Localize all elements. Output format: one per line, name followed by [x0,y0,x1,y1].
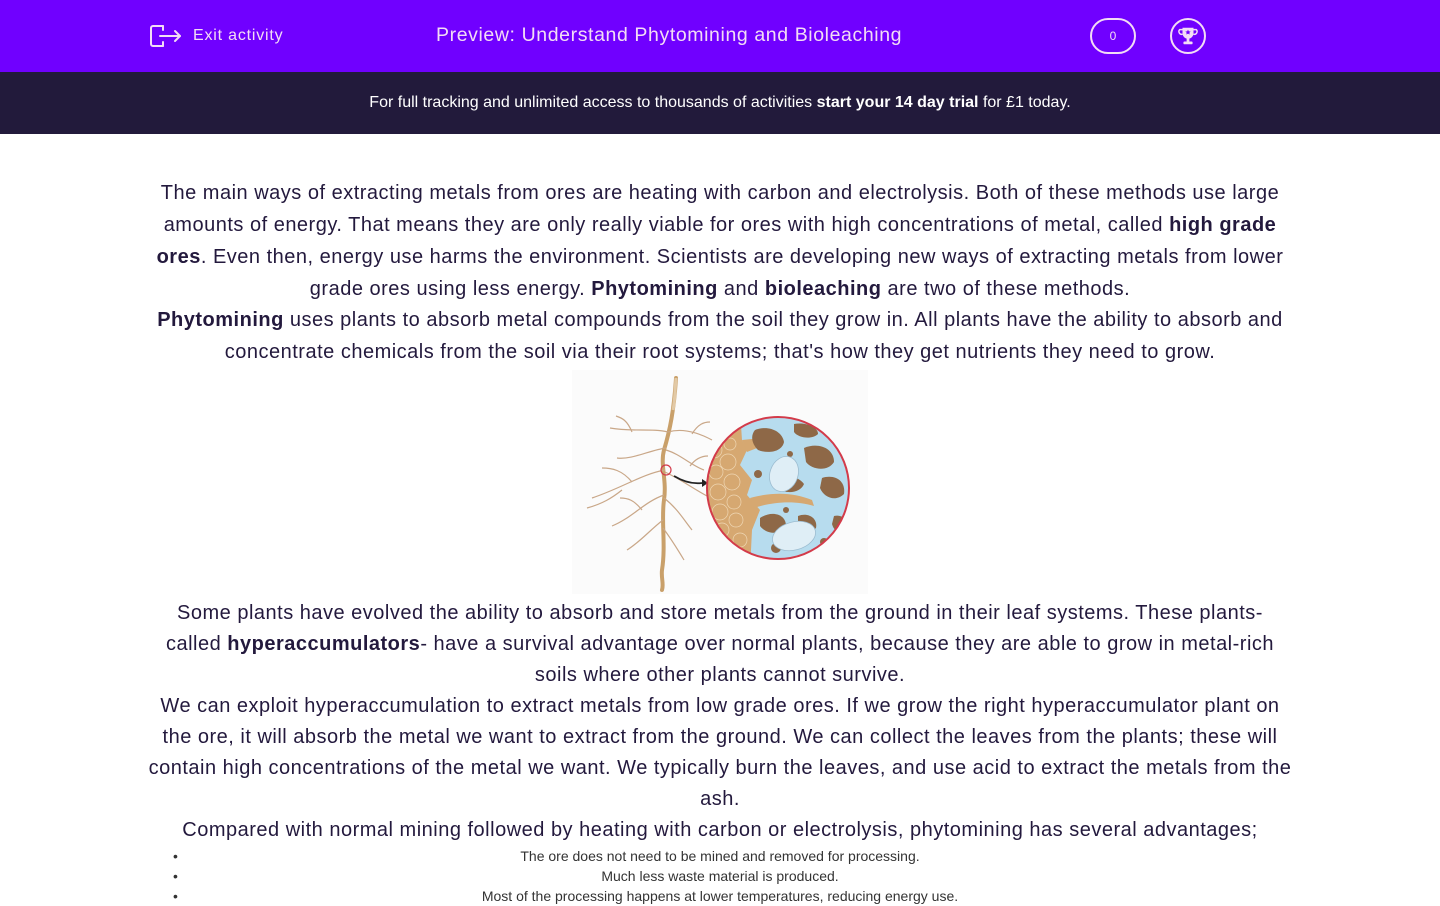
list-item: • Most of the processing happens at lower temperatures, reducing energy use. [147,886,1293,906]
trial-banner [0,72,1440,134]
score-value: 0 [1109,29,1117,43]
trophy-icon [1177,25,1199,47]
paragraph-exploit: We can exploit hyperaccumulation to extract metals from low grade ores. If we grow the right hyperaccumulator plant on the ore, it will absorb the metal we want to extract from the ground. We can collect the leaves from the plants; these will contain high concentrations of the metal we want. We typically burn the leaves, and use acid to extract the metals from the ash. [148,695,1292,810]
term-hyperaccumulators: hyperaccumulators [227,633,421,655]
exit-icon [149,22,183,50]
banner-text-before: For full tracking and unlimited access to thousands of activities [369,94,813,111]
paragraph-intro: The main ways of extracting metals from ores are heating with carbon and electrolysis. Both of these methods use large amounts of energy. That means they are only really viable for ores with high concentrations of metal, called high grade ores. Even then, energy use harms the environment. Scientists are developing new ways of extracting metals from lower grade ores using less energy. Phytomining and bioleaching are two of these methods. [156,182,1284,300]
lesson-content [147,177,1293,906]
root-system-figure [572,370,868,594]
trophy-button[interactable] [1170,18,1206,54]
paragraph-phytomining: Phytomining uses plants to absorb metal compounds from the soil they grow in. All plants have the ability to absorb and concentrate chemicals from the soil via their root systems; that's how they get nutrients they need to grow. [157,309,1283,363]
exit-activity-button[interactable] [149,22,283,50]
advantages-list [147,846,1293,906]
list-item: • The ore does not need to be mined and removed for processing. [147,846,1293,866]
term-bioleaching: bioleaching [764,278,882,300]
trial-link[interactable]: start your 14 day trial [816,94,979,111]
term-phytomining: Phytomining [157,309,284,331]
exit-activity-label: Exit activity [193,27,284,44]
page-title: Preview: Understand Phytomining and Bioleaching [436,24,903,46]
banner-text-after: for £1 today. [982,94,1071,111]
paragraph-advantages-intro: Compared with normal mining followed by heating with carbon or electrolysis, phytomining has several advantages; [182,819,1258,841]
term-phytomining: Phytomining [591,278,718,300]
term-high-grade-ores: high grade ores [156,214,1277,268]
list-item: • Much less waste material is produced. [147,866,1293,886]
root-illustration [572,370,868,594]
paragraph-hyperaccumulators: Some plants have evolved the ability to absorb and store metals from the ground in their leaf systems. These plants- called hyperaccumulators- have a survival advantage over normal plants, because they are able to grow in metal-rich soils where other plants cannot survive. [165,602,1275,686]
top-bar [0,0,1440,72]
score-badge [1090,18,1136,54]
